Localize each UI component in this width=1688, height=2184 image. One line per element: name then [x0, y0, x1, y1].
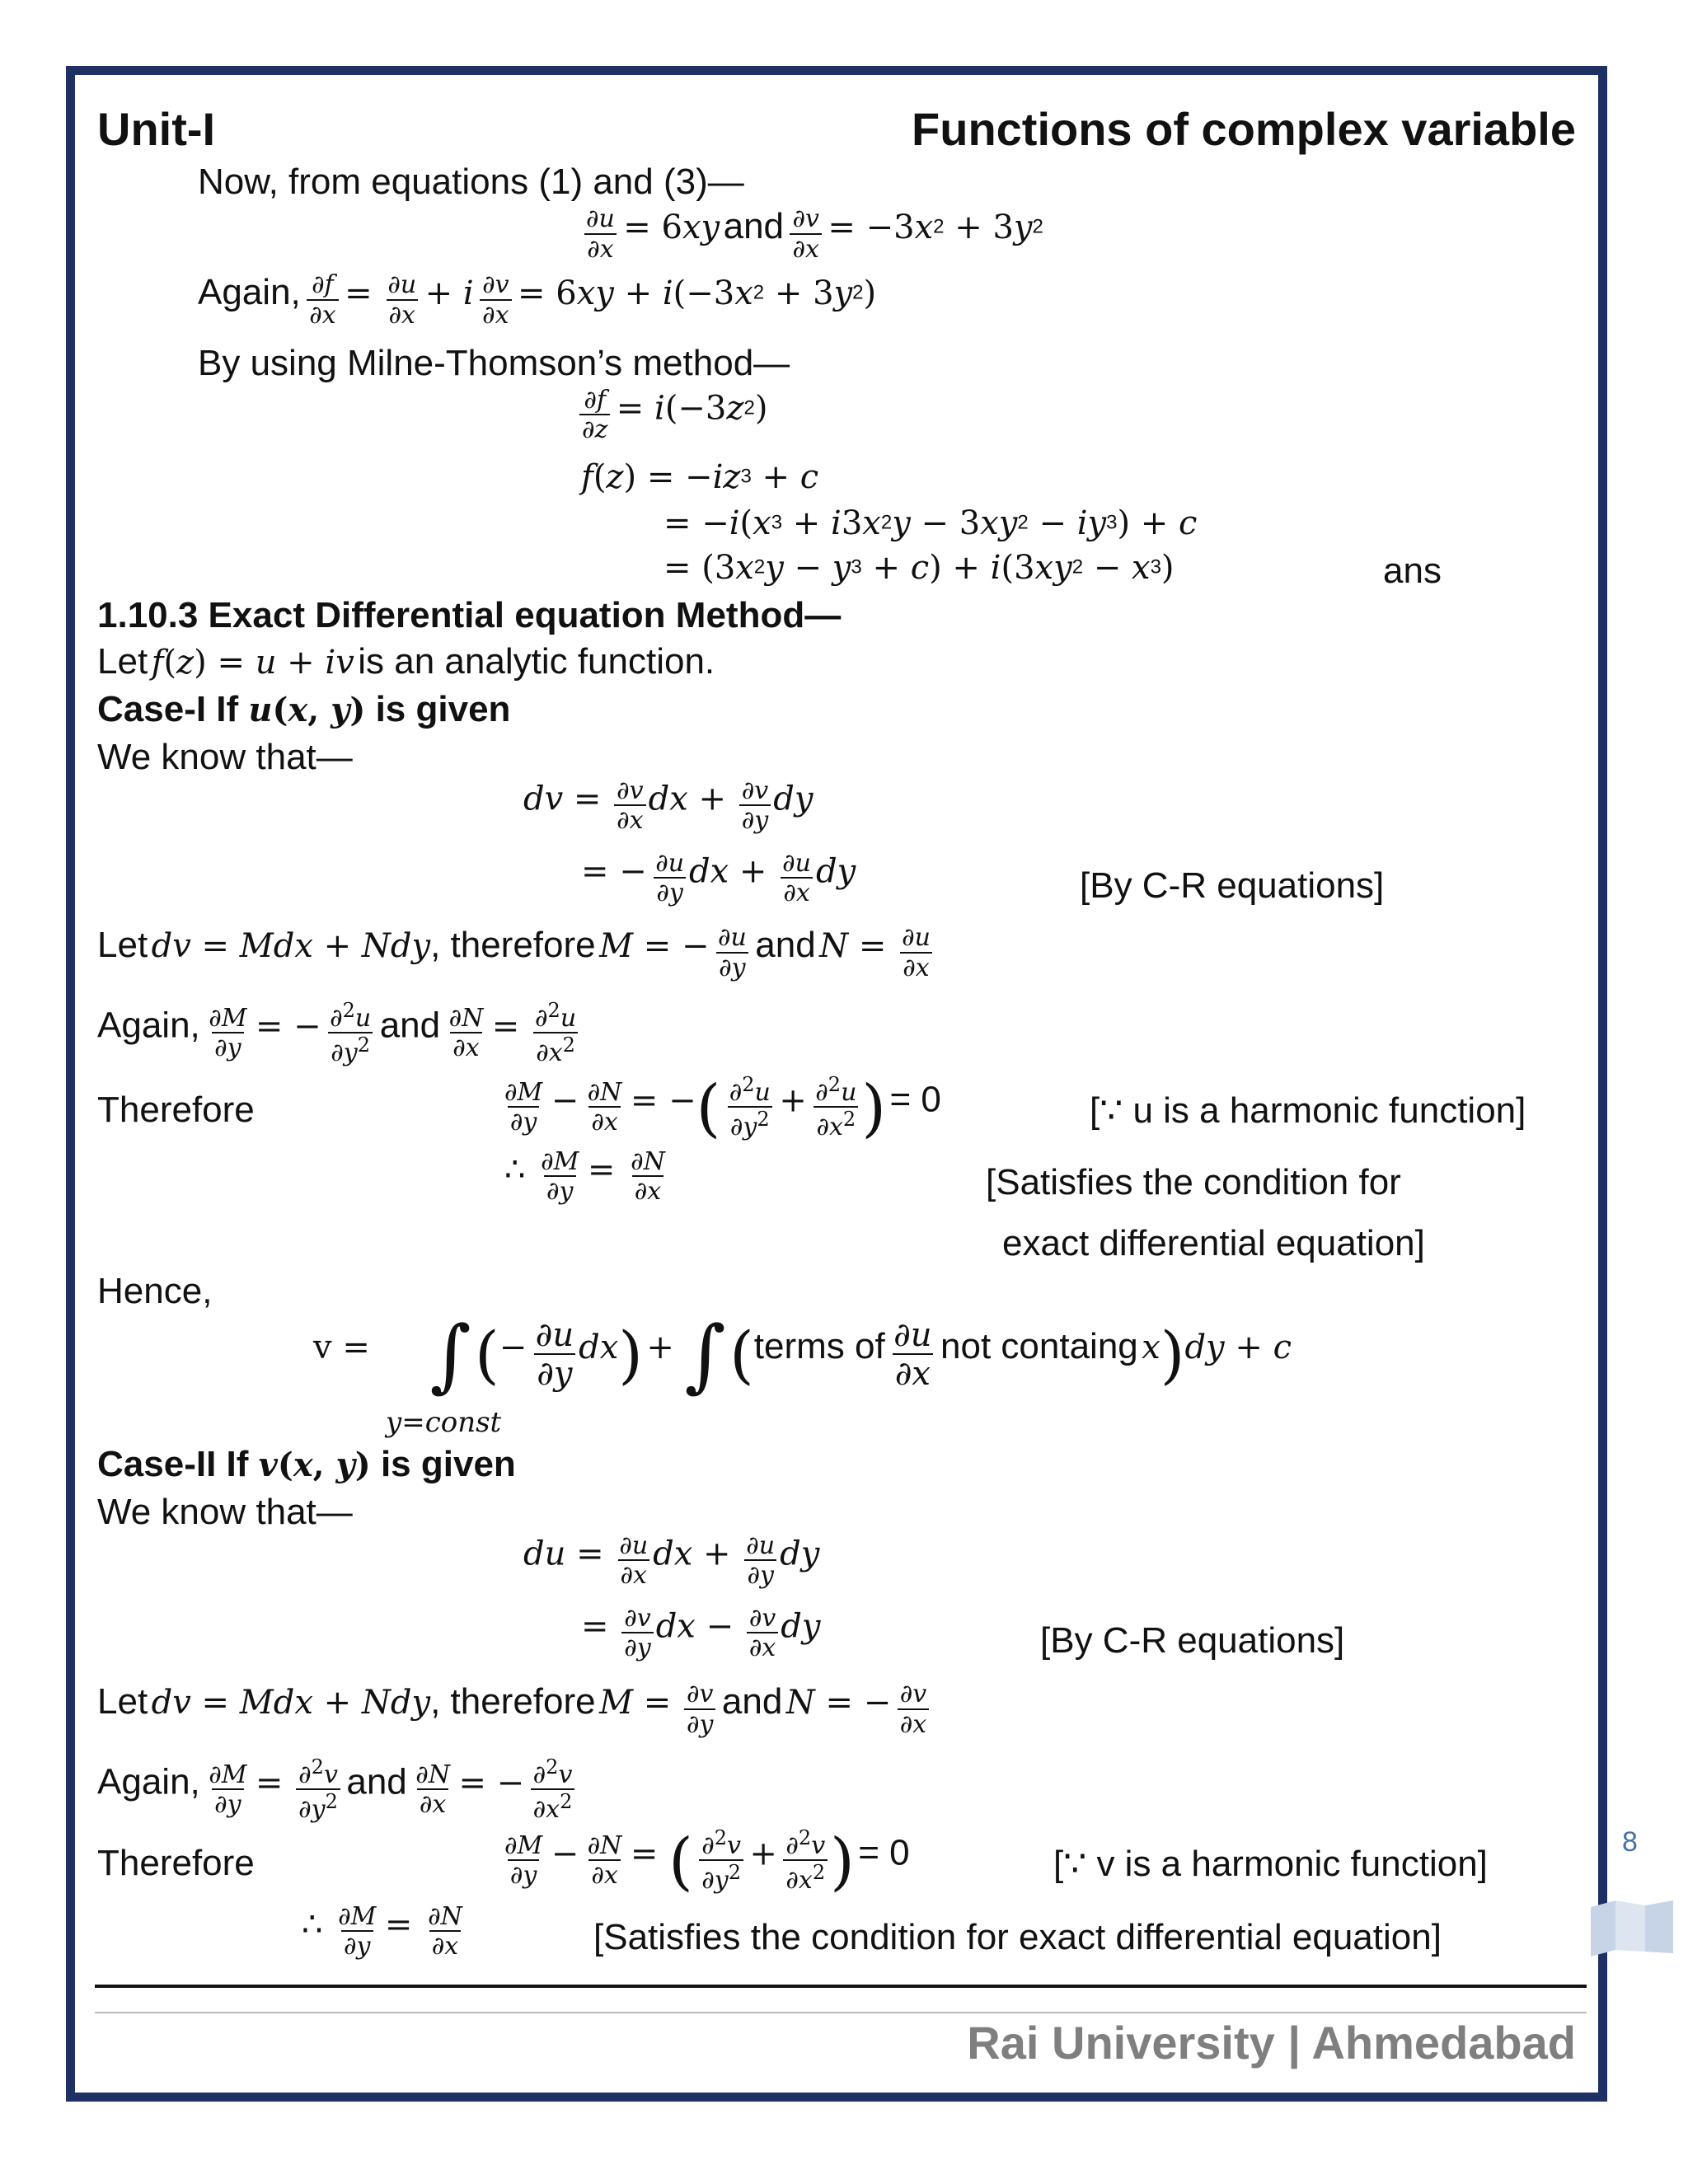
equation-df-dz: $\frac{\partial f}{\partial z}$ = i(−3z2) [577, 387, 767, 444]
case2-title: Case-II If v(x, y) is given [97, 1444, 516, 1484]
case2-dM-dN-equation: $\frac{\partial M}{\partial y}$ − $\frac{\partial N}{\partial x}$ = ( $\frac{\partial^2v}{\partial y^2}$ + $\frac{\partial^2v}{\partial x^2}$ ) = 0 [504, 1824, 910, 1898]
and-word: and [723, 206, 785, 246]
footer-rule-dark [95, 1985, 1587, 1988]
case1-satisfies-line1: [Satisfies the condition for [986, 1162, 1401, 1202]
section-title: 1.10.3 Exact Differential equation Method— [97, 595, 842, 635]
case1-therefore-label: Therefore [97, 1090, 255, 1130]
unit-label: Unit-I [97, 103, 216, 155]
footer-rule-light [95, 2012, 1587, 2013]
case2-harmonic-note: [∵ v is a harmonic function] [1053, 1844, 1488, 1884]
case2-let-dv-line: Let dv = Mdx + Ndy, therefore M = $\frac{\partial v}{\partial y}$ and N = − $\frac{\partial v}{\partial x}$ [97, 1681, 931, 1738]
case1-dv-equation: dv = $\frac{\partial v}{\partial x}$ dx + $\frac{\partial v}{\partial y}$ dy [523, 776, 814, 836]
equation-fz-expansion: = −i(x3 + i3x2y − 3xy2 − iy3) + c [663, 504, 1198, 542]
case2-du-cr-equation: = $\frac{\partial v}{\partial y}$ dx − $\frac{\partial v}{\partial x}$ dy [581, 1604, 821, 1663]
case1-harmonic-note: [∵ u is a harmonic function] [1090, 1090, 1526, 1131]
equation-du-dx-dv-dx: $\frac{\partial u}{\partial x}$ = 6xy and $\frac{\partial v}{\partial x}$ = −3x2 + 3y2 [586, 204, 1043, 264]
case1-dM-dN-equation: $\frac{\partial M}{\partial y}$ − $\frac{\partial N}{\partial x}$ = −( $\frac{\partial^2u}{\partial y^2}$ + $\frac{\partial^2u}{\partial x^2}$ ) = 0 [504, 1071, 941, 1145]
case2-exactness-condition: ∴ $\frac{\partial M}{\partial y}$ = $\frac{\partial N}{\partial x}$ [302, 1902, 462, 1961]
equation-fz-result: = (3x2y − y3 + c) + i(3xy2 − x3) [663, 549, 1175, 587]
case1-dv-cr-equation: = − $\frac{\partial u}{\partial y}$ dx + $\frac{\partial u}{\partial x}$ dy [581, 849, 856, 908]
analytic-function-line: Let f(z) = u + iv is an analytic function. [97, 641, 715, 682]
university-footer: Rai University | Ahmedabad [967, 2017, 1576, 2069]
milne-thomson-line: By using Milne-Thomson’s method— [198, 343, 790, 383]
case1-let-dv-line: Let dv = Mdx + Ndy, therefore M = − $\frac{\partial u}{\partial y}$ and N = $\frac{\partial u}{\partial x}$ [97, 923, 931, 982]
again-label: Again, [198, 272, 301, 312]
case2-du-equation: du = $\frac{\partial u}{\partial x}$ dx + $\frac{\partial u}{\partial y}$ dy [523, 1531, 820, 1591]
case2-again-line: Again, $\frac{\partial M}{\partial y}$ = $\frac{\partial^2v}{\partial y^2}$ and $\frac{\partial N}{\partial x}$ = − $\frac{\partial^2v}{\partial x^2}$ [97, 1757, 577, 1824]
equation-fz: f(z) = −iz3 + c [581, 458, 819, 496]
case1-again-line: Again, $\frac{\partial M}{\partial y}$ = − $\frac{\partial^2u}{\partial y^2}$ and $\frac{\partial N}{\partial x}$ = $\frac{\partial^2u}{\partial x^2}$ [97, 999, 577, 1068]
chapter-title: Functions of complex variable [912, 103, 1576, 155]
intro-line: Now, from equations (1) and (3)— [198, 162, 744, 202]
case1-satisfies-line2: exact differential equation] [1002, 1223, 1425, 1263]
case2-we-know: We know that— [97, 1492, 353, 1532]
equation-df-dx: Again, $\frac{\partial f}{\partial x}$ = $\frac{\partial u}{\partial x}$ + i $\frac{\partial v}{\partial x}$ = 6xy + i(−3x2 + 3y2) [198, 270, 877, 330]
case1-cr-note: [By C-R equations] [1080, 865, 1385, 906]
case1-hence: Hence, [97, 1271, 213, 1311]
case1-we-know: We know that— [97, 737, 353, 777]
case2-satisfies: [Satisfies the condition for exact differential equation] [593, 1917, 1442, 1957]
case1-v-integral: v = ∫ (− $\frac{\partial u}{\partial y}$ dx) + ∫ (terms of $\frac{\partial u}{\partial x}$ not containg x)dy + c [313, 1309, 1292, 1401]
page-corner-ribbon-icon [1591, 1900, 1673, 1957]
integral-lower-limit: y=const [386, 1406, 502, 1439]
answer-mark: ans [1383, 551, 1442, 591]
case1-title: Case-I If u(x, y) is given [97, 689, 511, 729]
page-number: 8 [1622, 1826, 1638, 1858]
case1-exactness-condition: ∴ $\frac{\partial M}{\partial y}$ = $\frac{\partial N}{\partial x}$ [504, 1147, 665, 1207]
case2-therefore-label: Therefore [97, 1843, 255, 1883]
case2-cr-note: [By C-R equations] [1040, 1620, 1345, 1661]
